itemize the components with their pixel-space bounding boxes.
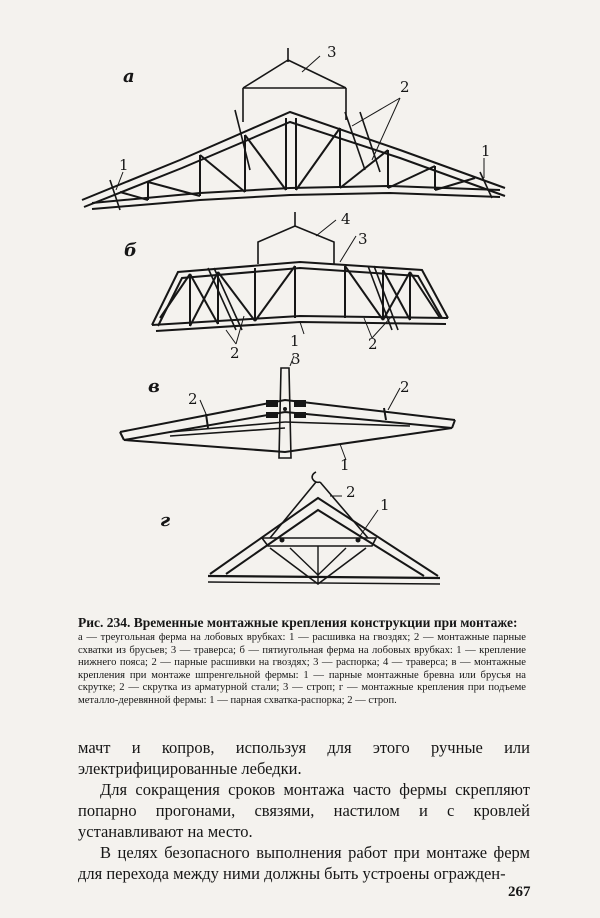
page-number: 267 (508, 884, 531, 900)
caption-title: Рис. 234. Временные монтажные крепления конструкции при монтаже: (78, 615, 518, 630)
callout-b-4: 4 (341, 210, 351, 228)
panel-v-letter: в (148, 376, 160, 397)
callout-b-3: 3 (358, 230, 368, 248)
truss-g-drawing (208, 472, 440, 584)
panel-g-letter: г (160, 510, 171, 531)
paragraph-2: Для сокращения сроков монтажа часто фермы скрепляют попарно прогонами, связями, настилом и с кровлей устанавливают на место. (78, 780, 530, 841)
callout-a-1-left: 1 (119, 156, 129, 174)
callout-b-2-right: 2 (368, 335, 378, 353)
callout-v-3: 3 (291, 350, 301, 368)
callout-g-1: 1 (380, 496, 390, 514)
callout-b-2-left: 2 (230, 344, 240, 362)
callout-v-2-right: 2 (400, 378, 410, 396)
figure-caption (78, 614, 526, 708)
callout-a-3: 3 (327, 43, 337, 61)
callout-g-2: 2 (346, 483, 356, 501)
truss-a-drawing (82, 48, 505, 210)
panel-b-letter: б (124, 240, 137, 261)
truss-v-drawing (120, 356, 455, 460)
callout-b-1: 1 (290, 332, 300, 350)
caption-description: а — треугольная ферма на лобовых врубках: 1 — расшивка на гвоздях; 2 — монтажные парные схватки из брусьев; 3 — траверса; б — пятиугольная ферма на лобовых врубках: 1 — крепление нижнего пояса; 2 — парные расшивки на гвоздях; 3 — распорка; 4 — траверса; в — монтажные крепления при монтаже шпренгельной фермы: 1 — парные монтажные бревна или брусья на скрутке; 2 — скрутка из арматурной стали; 3 — строп; г — монтажные крепления при подъеме металло-деревянной фермы: 1 — парная схватка-распорка; 2 — строп. (78, 632, 526, 706)
callout-v-2-left: 2 (188, 390, 198, 408)
truss-b-drawing (152, 212, 448, 344)
callout-v-1: 1 (340, 456, 350, 474)
callout-a-1-right: 1 (481, 142, 491, 160)
body-text (78, 737, 530, 884)
callout-a-2: 2 (400, 78, 410, 96)
paragraph-3: В целях безопасного выполнения работ при монтаже ферм для перехода между ними должны быть устроены огражден- (78, 843, 530, 883)
paragraph-1: мачт и копров, используя для этого ручные или электрифицированные лебедки. (78, 738, 530, 778)
panel-a-letter: а (123, 66, 135, 87)
